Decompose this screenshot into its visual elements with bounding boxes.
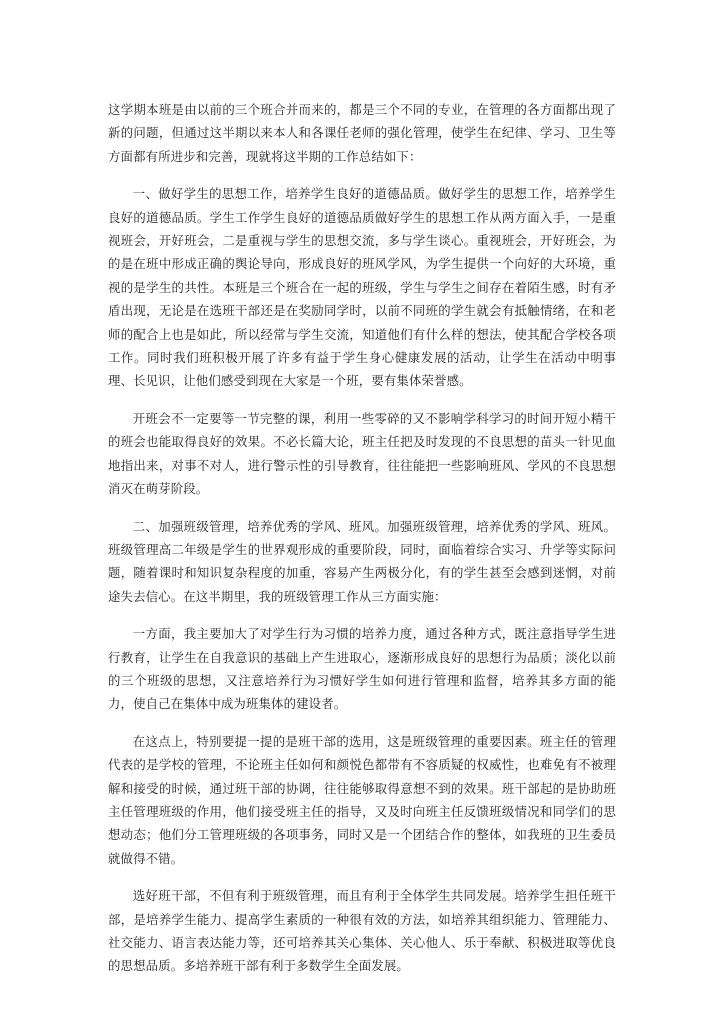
class-meeting-paragraph: 开班会不一定要等一节完整的课，利用一些零碎的又不影响学科学习的时间开短小精干的班会也能取得良好的效果。不必长篇大论，班主任把及时发现的不良思想的苗头一针见血地指出来，对事不对人，进行警示性的引导教育，往往能把一些影响班风、学风的不良思想消灭在萌芽阶段。: [108, 410, 616, 497]
behavior-habits-paragraph: 一方面，我主要加大了对学生行为习惯的培养力度，通过各种方式，既注意指导学生进行教育，让学生在自我意识的基础上产生进取心，逐渐形成良好的思想行为品质；淡化以前的三个班级的思想，又注意培养行为习惯好学生如何进行管理和监督，培养其多方面的能力，使自己在集体中成为班集体的建设者。: [108, 626, 616, 712]
intro-paragraph: 这学期本班是由以前的三个班合并而来的，都是三个不同的专业，在管理的各方面都出现了新的问题，但通过这半期以来本人和各课任老师的强化管理，使学生在纪律、学习、卫生等方面都有所进步和完善，现就将这半期的工作总结如下：: [108, 102, 616, 164]
section-two-paragraph: 二、加强班级管理，培养优秀的学风、班风。加强班级管理，培养优秀的学风、班风。班级管理高二年级是学生的世界观形成的重要阶段，同时，面临着综合实习、升学等实际问题，随着课时和知识复杂程度的加重，容易产生两极分化，有的学生甚至会感到迷惘，对前途失去信心。在这半期里，我的班级管理工作从三方面实施：: [108, 518, 616, 604]
section-one-paragraph: 一、做好学生的思想工作，培养学生良好的道德品质。做好学生的思想工作，培养学生良好的道德品质。学生工作学生良好的道德品质做好学生的思想工作从两方面入手，一是重视班会，开好班会，二是重视与学生的思想交流，多与学生谈心。重视班会，开好班会，为的是在班中形成正确的舆论导向，形成良好的班风学风，为学生提供一个向好的大环境，重视的是学生的共性。本班是三个班合在一起的班级，学生与学生之间存在着陌生感，时有矛盾出现，无论是在选班干部还是在奖励同学时，以前不同班的学生就会有抵触情绪，在和老师的配合上也是如此，所以经常与学生交流，知道他们有什么样的想法，使其配合学校各项工作。同时我们班积极开展了许多有益于学生身心健康发展的活动，让学生在活动中明事理、长见识，让他们感受到现在大家是一个班，要有集体荣誉感。: [108, 186, 616, 389]
class-cadre-paragraph: 在这点上，特别要提一提的是班干部的选用，这是班级管理的重要因素。班主任的管理代表的是学校的管理，不论班主任如何和颜悦色都带有不容质疑的权威性，也难免有不被理解和接受的时候，通过班干部的协调，往往能够取得意想不到的效果。班干部起的是协助班主任管理班级的作用，他们接受班主任的指导，又及时向班主任反馈班级情况和同学们的思想动态；他们分工管理班级的各项事务，同时又是一个团结合作的整体，如我班的卫生委员就做得不错。: [108, 733, 616, 866]
cadre-selection-paragraph: 选好班干部，不但有利于班级管理，而且有利于全体学生共同发展。培养学生担任班干部，是培养学生能力、提高学生素质的一种很有效的方法，如培养其组织能力、管理能力、社交能力、语言表达能力等，还可培养其关心集体、关心他人、乐于奉献、积极进取等优良的思想品质。多培养班干部有利于多数学生全面发展。: [108, 888, 616, 974]
document-page: [108, 98, 616, 992]
